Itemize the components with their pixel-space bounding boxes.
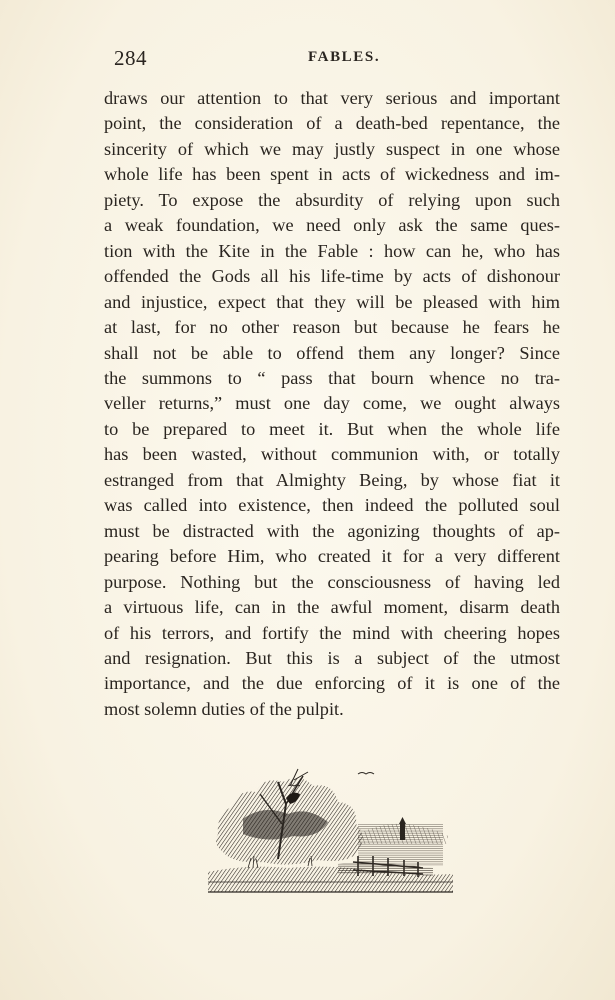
page-number: 284 <box>114 46 147 70</box>
text-line: of his terrors, and fortify the mind with cheering hopes <box>104 622 560 643</box>
text-line: pearing before Him, who created it for a very different <box>104 546 560 567</box>
text-line: a virtuous life, can in the awful moment, disarm death <box>104 597 560 618</box>
text-line: a weak foundation, we need only ask the same ques- <box>104 215 560 236</box>
text-line: must be distracted with the agonizing thoughts of ap- <box>104 520 560 541</box>
text-line: to be prepared to meet it. But when the whole life <box>104 418 560 439</box>
text-line: draws our attention to that very serious and important <box>104 88 560 108</box>
text-line: and resignation. But this is a subject of the utmost <box>104 647 560 668</box>
text-line: importance, and the due enforcing of it is one of the <box>104 673 560 694</box>
running-head <box>104 46 564 76</box>
text-line: offended the Gods all his life-time by acts of dishonour <box>104 266 560 287</box>
text-line: point, the consideration of a death-bed repentance, the <box>104 113 560 134</box>
text-line: sincerity of which we may justly suspect in one whose <box>104 138 560 159</box>
text-line: the summons to “ pass that bourn whence no tra- <box>104 367 560 388</box>
text-line: whole life has been spent in acts of wickedness and im- <box>104 164 560 185</box>
text-line: veller returns,” must one day come, we ought always <box>104 393 560 414</box>
text-line: most solemn duties of the pulpit. <box>104 698 344 719</box>
woodcut-vignette <box>208 764 453 904</box>
running-title: FABLES. <box>308 49 381 65</box>
text-line: estranged from that Almighty Being, by whose fiat it <box>104 469 560 490</box>
text-line: purpose. Nothing but the consciousness of having led <box>104 571 560 592</box>
text-line: was called into existence, then indeed the polluted soul <box>104 495 560 516</box>
text-line: tion with the Kite in the Fable : how can he, who has <box>104 240 560 261</box>
text-line: at last, for no other reason but because he fears he <box>104 317 560 338</box>
text-line: piety. To expose the absurdity of relying upon such <box>104 189 560 210</box>
text-line: shall not be able to offend them any longer? Since <box>104 342 560 363</box>
text-line: and injustice, expect that they will be pleased with him <box>104 291 560 312</box>
body-text <box>104 86 560 722</box>
text-line: has been wasted, without communion with, or totally <box>104 444 560 465</box>
